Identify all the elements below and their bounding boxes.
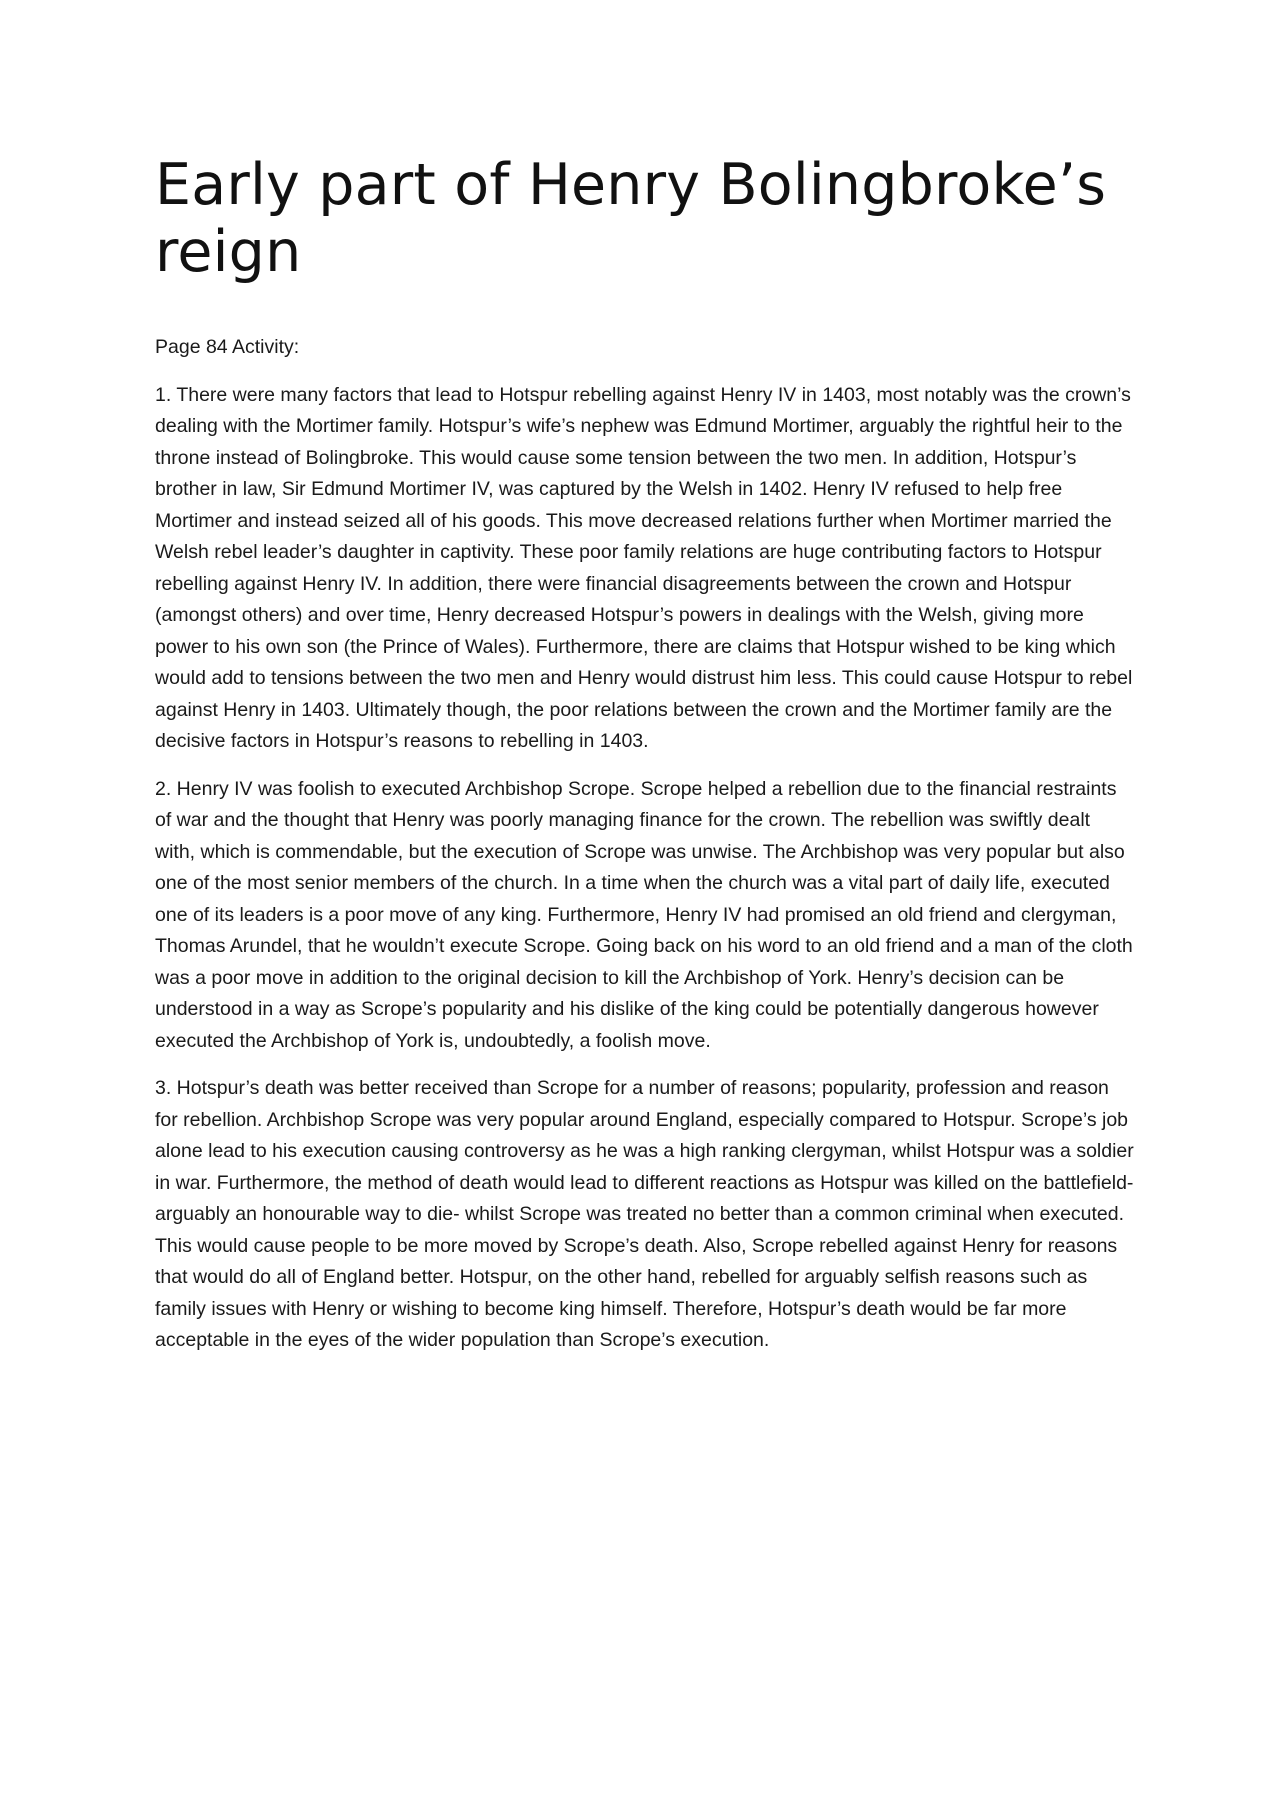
- activity-heading: Page 84 Activity:: [155, 336, 300, 358]
- answer-paragraph-1: 1. There were many factors that lead to Hotspur rebelling against Henry IV in 1403, most notably was the crown’s dealing with the Mortimer family. Hotspur’s wife’s nephew was Edmund Mortimer, arguably the rightful heir to the throne instead of Bolingbroke. This would cause some tension between the two men. In addition, Hotspur’s brother in law, Sir Edmund Mortimer IV, was captured by the Welsh in 1402. Henry IV refused to help free Mortimer and instead seized all of his goods. This move decreased relations further when Mortimer married the Welsh rebel leader’s daughter in captivity. These poor family relations are huge contributing factors to Hotspur rebelling against Henry IV. In addition, there were financial disagreements between the crown and Hotspur (amongst others) and over time, Henry decreased Hotspur’s powers in dealings with the Welsh, giving more power to his own son (the Prince of Wales). Furthermore, there are claims that Hotspur wished to be king which would add to tensions between the two men and Henry would distrust him less. This could cause Hotspur to rebel against Henry in 1403. Ultimately though, the poor relations between the crown and the Mortimer family are the decisive factors in Hotspur’s reasons to rebelling in 1403.: [155, 383, 1133, 752]
- answer-paragraph-2: 2. Henry IV was foolish to executed Archbishop Scrope. Scrope helped a rebellion due to the financial restraints of war and the thought that Henry was poorly managing finance for the crown. The rebellion was swiftly dealt with, which is commendable, but the execution of Scrope was unwise. The Archbishop was very popular but also one of the most senior members of the church. In a time when the church was a vital part of daily life, executed one of its leaders is a poor move of any king. Furthermore, Henry IV had promised an old friend and clergyman, Thomas Arundel, that he wouldn’t execute Scrope. Going back on his word to an old friend and a man of the cloth was a poor move in addition to the original decision to kill the Archbishop of York. Henry’s decision can be understood in a way as Scrope’s popularity and his dislike of the king could be potentially dangerous however executed the Archbishop of York is, undoubtedly, a foolish move.: [155, 777, 1133, 1052]
- document-title: Early part of Henry Bolingbroke’s reign: [155, 152, 1107, 285]
- document-body: [155, 152, 1135, 1373]
- answer-paragraph-3: 3. Hotspur’s death was better received than Scrope for a number of reasons; popularity, profession and reason for rebellion. Archbishop Scrope was very popular around England, especially compared to Hotspur. Scrope’s job alone lead to his execution causing controversy as he was a high ranking clergyman, whilst Hotspur was a soldier in war. Furthermore, the method of death would lead to different reactions as Hotspur was killed on the battlefield- arguably an honourable way to die- whilst Scrope was treated no better than a common criminal when executed. This would cause people to be more moved by Scrope’s death. Also, Scrope rebelled against Henry for reasons that would do all of England better. Hotspur, on the other hand, rebelled for arguably selfish reasons such as family issues with Henry or wishing to become king himself. Therefore, Hotspur’s death would be far more acceptable in the eyes of the wider population than Scrope’s execution.: [155, 1077, 1134, 1351]
